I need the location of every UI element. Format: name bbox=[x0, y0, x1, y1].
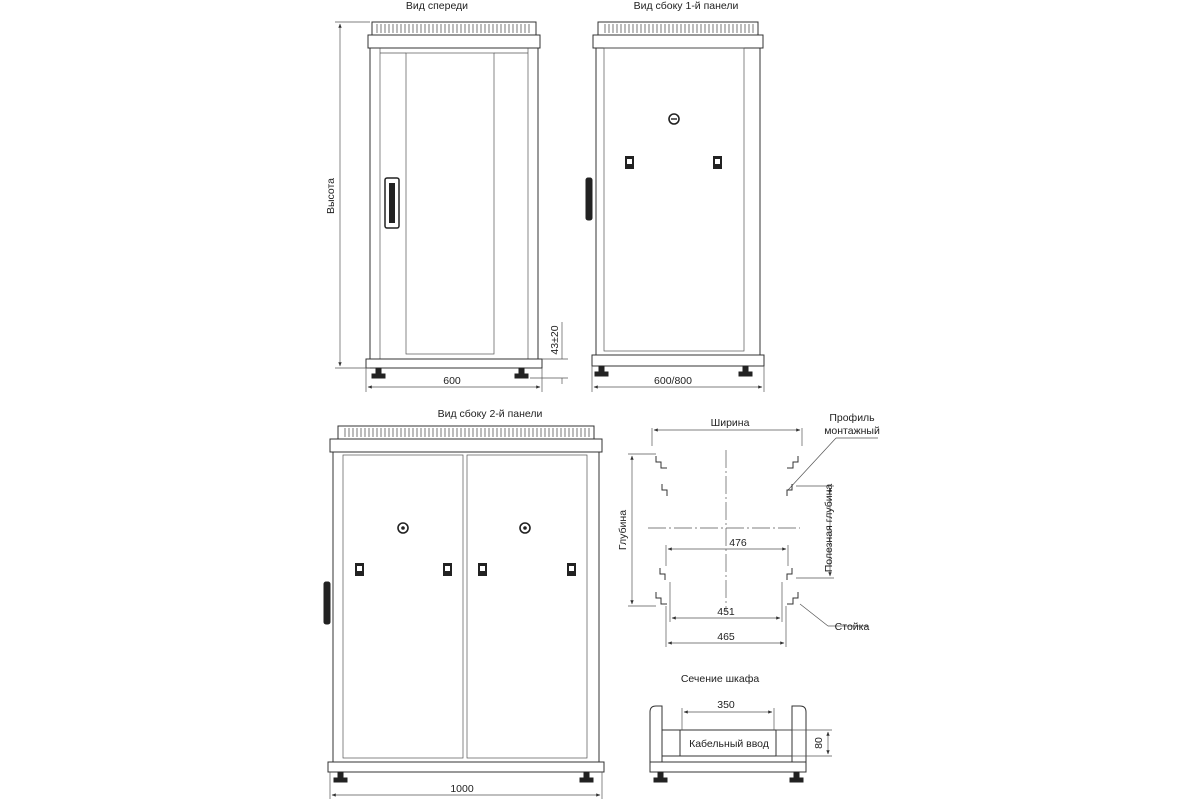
front-width-label: 600 bbox=[443, 375, 461, 387]
side2-foot-left bbox=[334, 772, 347, 782]
side1-foot-right bbox=[739, 366, 752, 376]
side1-latch-left bbox=[625, 156, 634, 169]
height-label: Высота bbox=[325, 177, 337, 215]
side1-top-cover bbox=[593, 35, 763, 48]
front-view bbox=[325, 0, 568, 392]
front-foot-right bbox=[515, 368, 528, 378]
side-view-1 bbox=[586, 0, 764, 392]
depth-dimension bbox=[628, 454, 656, 606]
profile-label-line2: монтажный bbox=[824, 425, 880, 437]
side2-view-title: Вид сбоку 2-й панели bbox=[437, 408, 543, 420]
side2-latch-1 bbox=[355, 563, 364, 576]
d476-label: 476 bbox=[729, 537, 747, 549]
side2-latch-2 bbox=[443, 563, 452, 576]
side1-foot-left bbox=[595, 366, 608, 376]
side1-door-handle bbox=[586, 178, 592, 220]
height-dimension bbox=[335, 22, 370, 368]
section-foot-left bbox=[654, 772, 667, 782]
side1-top-vent bbox=[598, 22, 758, 35]
front-plinth bbox=[366, 359, 542, 368]
side2-door-handle bbox=[324, 582, 330, 624]
side2-width-label: 1000 bbox=[450, 783, 474, 795]
width-label: Ширина bbox=[710, 417, 750, 429]
side2-top-cover bbox=[330, 439, 602, 452]
side-view-2 bbox=[324, 408, 604, 799]
side2-frame bbox=[333, 452, 599, 762]
cable-entry-label: Кабельный ввод bbox=[689, 738, 769, 750]
side1-lock-icon bbox=[669, 114, 679, 124]
side1-width-label: 600/800 bbox=[654, 375, 692, 387]
side2-latch-4 bbox=[567, 563, 576, 576]
side1-plinth bbox=[592, 355, 764, 366]
section-foot-right bbox=[790, 772, 803, 782]
side2-plinth bbox=[328, 762, 604, 772]
d80-label: 80 bbox=[813, 737, 825, 749]
useful-depth-label: Полезная глубина bbox=[823, 483, 835, 573]
plan-view bbox=[617, 412, 880, 647]
width-dimension bbox=[652, 428, 802, 446]
d451-label: 451 bbox=[717, 606, 735, 618]
side2-foot-right bbox=[580, 772, 593, 782]
cabinet-section bbox=[650, 673, 832, 782]
side2-latch-3 bbox=[478, 563, 487, 576]
side1-view-title: Вид сбоку 1-й панели bbox=[633, 0, 739, 12]
front-view-title: Вид спереди bbox=[405, 0, 469, 12]
profile-label-line1: Профиль bbox=[829, 412, 875, 424]
centerlines bbox=[648, 450, 800, 612]
profile-callout bbox=[788, 438, 878, 490]
section-view-title: Сечение шкафа bbox=[680, 673, 760, 685]
mounting-profiles bbox=[656, 456, 798, 604]
front-foot-left bbox=[372, 368, 385, 378]
d350-dimension bbox=[682, 708, 774, 730]
side2-lock-icon-left bbox=[398, 523, 408, 533]
side1-frame bbox=[596, 48, 760, 355]
d476-dimension bbox=[666, 545, 788, 566]
front-top-vent bbox=[372, 22, 536, 35]
side2-top-vent bbox=[338, 426, 594, 439]
door-handle bbox=[385, 178, 399, 228]
depth-label: Глубина bbox=[617, 509, 629, 551]
d350-label: 350 bbox=[717, 699, 735, 711]
side1-latch-right bbox=[713, 156, 722, 169]
post-label: Стойка bbox=[834, 621, 870, 633]
foot-height-label: 43±20 bbox=[549, 325, 561, 355]
front-top-cover bbox=[368, 35, 540, 48]
d465-label: 465 bbox=[717, 631, 735, 643]
side2-lock-icon-right bbox=[520, 523, 530, 533]
